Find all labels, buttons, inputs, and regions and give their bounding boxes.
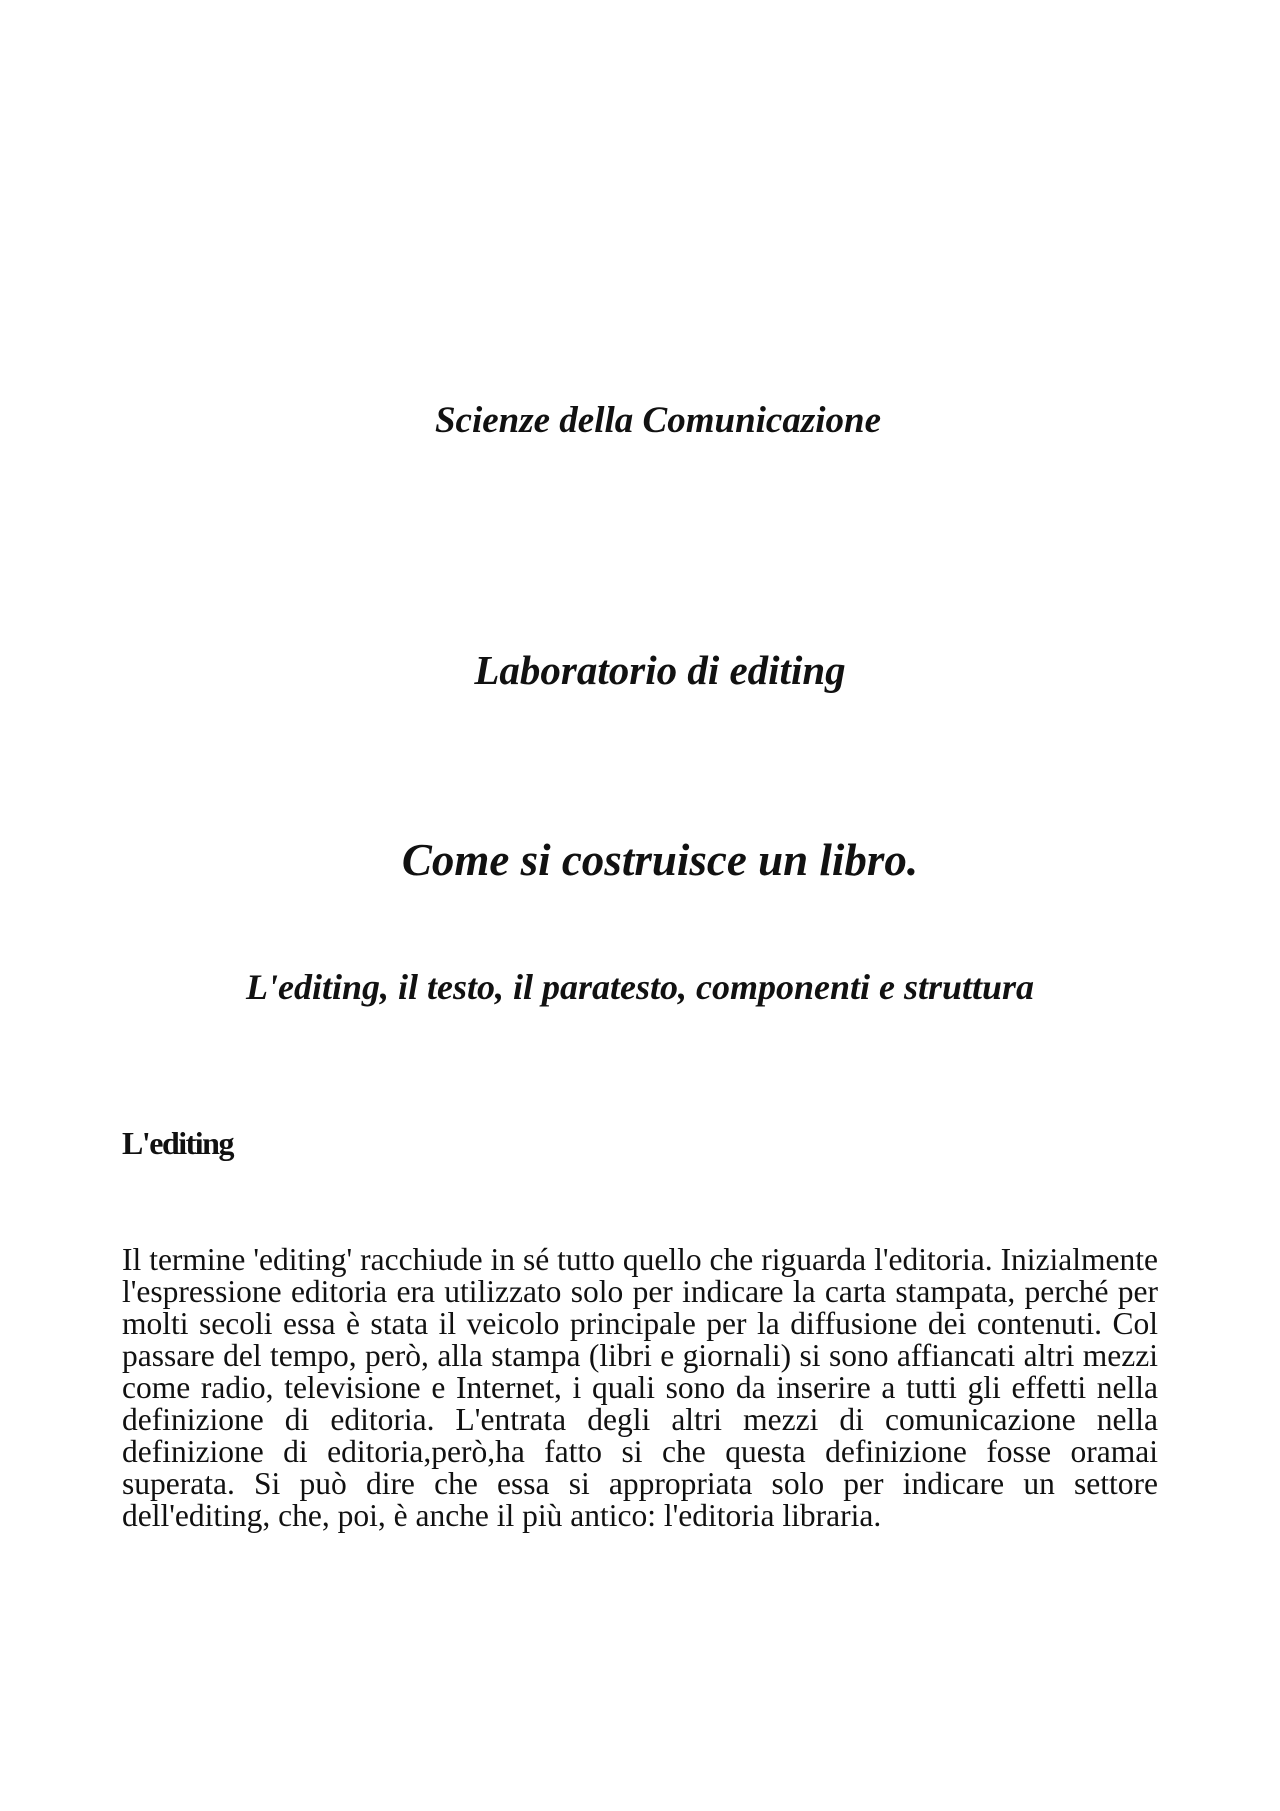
section-paragraph: Il termine 'editing' racchiude in sé tutto quello che riguarda l'editoria. Inizialmente l'espressione editoria era utilizzato solo per indicare la carta stampata, perché per molti secoli essa è stata il veicolo principale per la diffusione dei contenuti. Col passare del tempo, però, alla stampa (libri e giornali) si sono affiancati altri mezzi come radio, televisione e Internet, i quali sono da inserire a tutti gli effetti nella definizione di editoria. L'entrata degli altri mezzi di comunicazione nella definizione di editoria,però,ha fatto si che questa definizione fosse oramai superata. Si può dire che essa si appropriata solo per indicare un settore dell'editing, che, poi, è anche il più antico: l'editoria libraria. xyxy=(122,1242,1158,1533)
document-subtitle: L'editing, il testo, il paratesto, componenti e struttura xyxy=(245,967,1035,1007)
course-title: Laboratorio di editing xyxy=(474,647,846,693)
section-heading: L'editing xyxy=(122,1125,233,1161)
document-title: Come si costruisce un libro. xyxy=(401,835,919,885)
faculty-title: Scienze della Comunicazione xyxy=(434,400,882,441)
